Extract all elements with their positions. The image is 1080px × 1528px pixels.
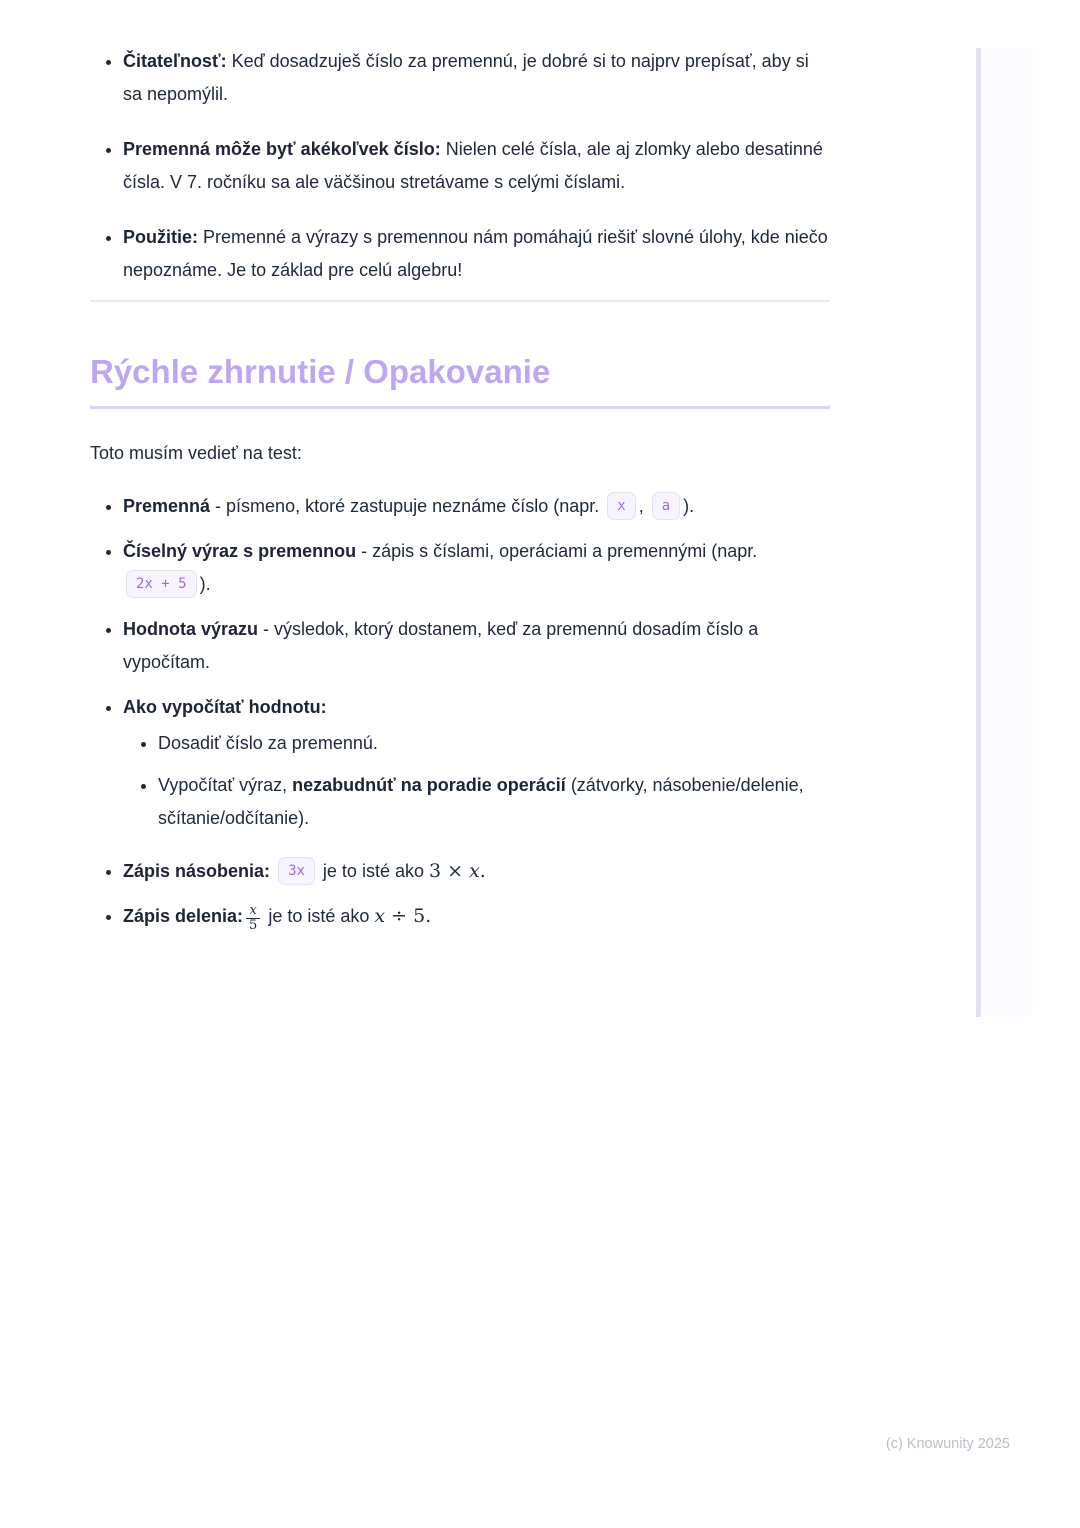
summary-item-ciselny-vyraz xyxy=(123,535,830,601)
summary-item-zapis-delenia xyxy=(123,900,830,933)
summary-text: je to isté ako xyxy=(317,861,429,881)
math-operator: ÷ 5 xyxy=(385,905,426,927)
summary-lead: Ako vypočítať hodnotu: xyxy=(123,697,327,717)
summary-item-ako-vypocitat xyxy=(123,691,830,835)
math-expression xyxy=(374,905,431,927)
summary-text: ). xyxy=(683,496,695,516)
math-variable: x xyxy=(374,905,386,927)
summary-lead: Hodnota výrazu xyxy=(123,619,259,639)
sub-bullet-text: Vypočítať výraz, xyxy=(158,775,293,795)
math-variable: x xyxy=(469,860,480,882)
code-chip-a: a xyxy=(652,492,680,520)
math-number: 3 × xyxy=(428,860,470,882)
fraction-numerator: x xyxy=(249,902,257,918)
sub-bullet-list xyxy=(123,727,830,835)
summary-lead: Zápis delenia: xyxy=(123,906,244,926)
math-expression xyxy=(429,860,486,882)
sub-bullet-strong: nezabudnúť na poradie operácií xyxy=(292,775,566,795)
summary-list xyxy=(90,490,830,933)
bullet-item-pouzitie xyxy=(123,221,830,287)
summary-lead: Číselný výraz s premennou xyxy=(123,541,357,561)
summary-item-premenna xyxy=(123,490,830,523)
sub-bullet-vypocitat xyxy=(158,769,830,835)
sub-bullet-text: Dosadiť číslo za premennú. xyxy=(158,733,378,753)
code-chip-2x-plus-5: 2x + 5 xyxy=(126,570,197,598)
sub-bullet-dosadit xyxy=(158,727,830,760)
summary-item-hodnota-vyrazu xyxy=(123,613,830,679)
bullet-text: Premenné a výrazy s premennou nám pomáhajú riešiť slovné úlohy, kde niečo nepoznáme. Je to základ pre celú algebru! xyxy=(123,227,828,280)
code-chip-x: x xyxy=(607,492,635,520)
summary-text: , xyxy=(638,496,649,516)
summary-text: - zápis s číslami, operáciami a premennými (napr. xyxy=(356,541,758,561)
bullet-text: Nielen celé čísla, ale aj zlomky alebo desatinné čísla. V 7. ročníku sa ale väčšinou stretávame s celými číslami. xyxy=(123,139,823,192)
summary-text: - písmeno, ktoré zastupuje neznáme číslo (napr. xyxy=(210,496,605,516)
summary-item-zapis-nasobenia xyxy=(123,855,830,888)
document-content xyxy=(90,45,830,945)
summary-text: je to isté ako xyxy=(263,906,375,926)
fraction xyxy=(246,904,260,934)
section-title: Rýchle zhrnutie / Opakovanie xyxy=(90,352,830,409)
top-bullet-list xyxy=(90,45,830,287)
summary-lead: Premenná xyxy=(123,496,211,516)
bullet-item-premenna-cislo xyxy=(123,133,830,199)
bullet-lead: Použitie: xyxy=(123,227,198,247)
math-period: . xyxy=(425,905,432,927)
footer-copyright: (c) Knowunity 2025 xyxy=(885,1436,1010,1452)
bullet-lead: Premenná môže byť akékoľvek číslo: xyxy=(123,139,441,159)
bullet-item-citatelnost xyxy=(123,45,830,111)
math-period: . xyxy=(479,860,486,882)
section-divider xyxy=(90,300,830,302)
summary-text: - výsledok, ktorý dostanem, keď za premennú dosadím číslo a vypočítam. xyxy=(123,619,759,672)
summary-lead: Zápis násobenia: xyxy=(123,861,271,881)
summary-text: ). xyxy=(199,574,211,594)
intro-text: Toto musím vedieť na test: xyxy=(90,443,302,463)
bullet-lead: Čitateľnosť: xyxy=(123,51,227,71)
code-chip-3x: 3x xyxy=(278,857,315,885)
sub-bullet-text: (zátvorky, násobenie/delenie, sčítanie/odčítanie). xyxy=(158,775,804,828)
bullet-text: Keď dosadzuješ číslo za premennú, je dobré si to najprv prepísať, aby si sa nepomýlil. xyxy=(123,51,809,104)
fraction-denominator: 5 xyxy=(246,918,260,933)
right-page-rail xyxy=(976,48,1033,1017)
